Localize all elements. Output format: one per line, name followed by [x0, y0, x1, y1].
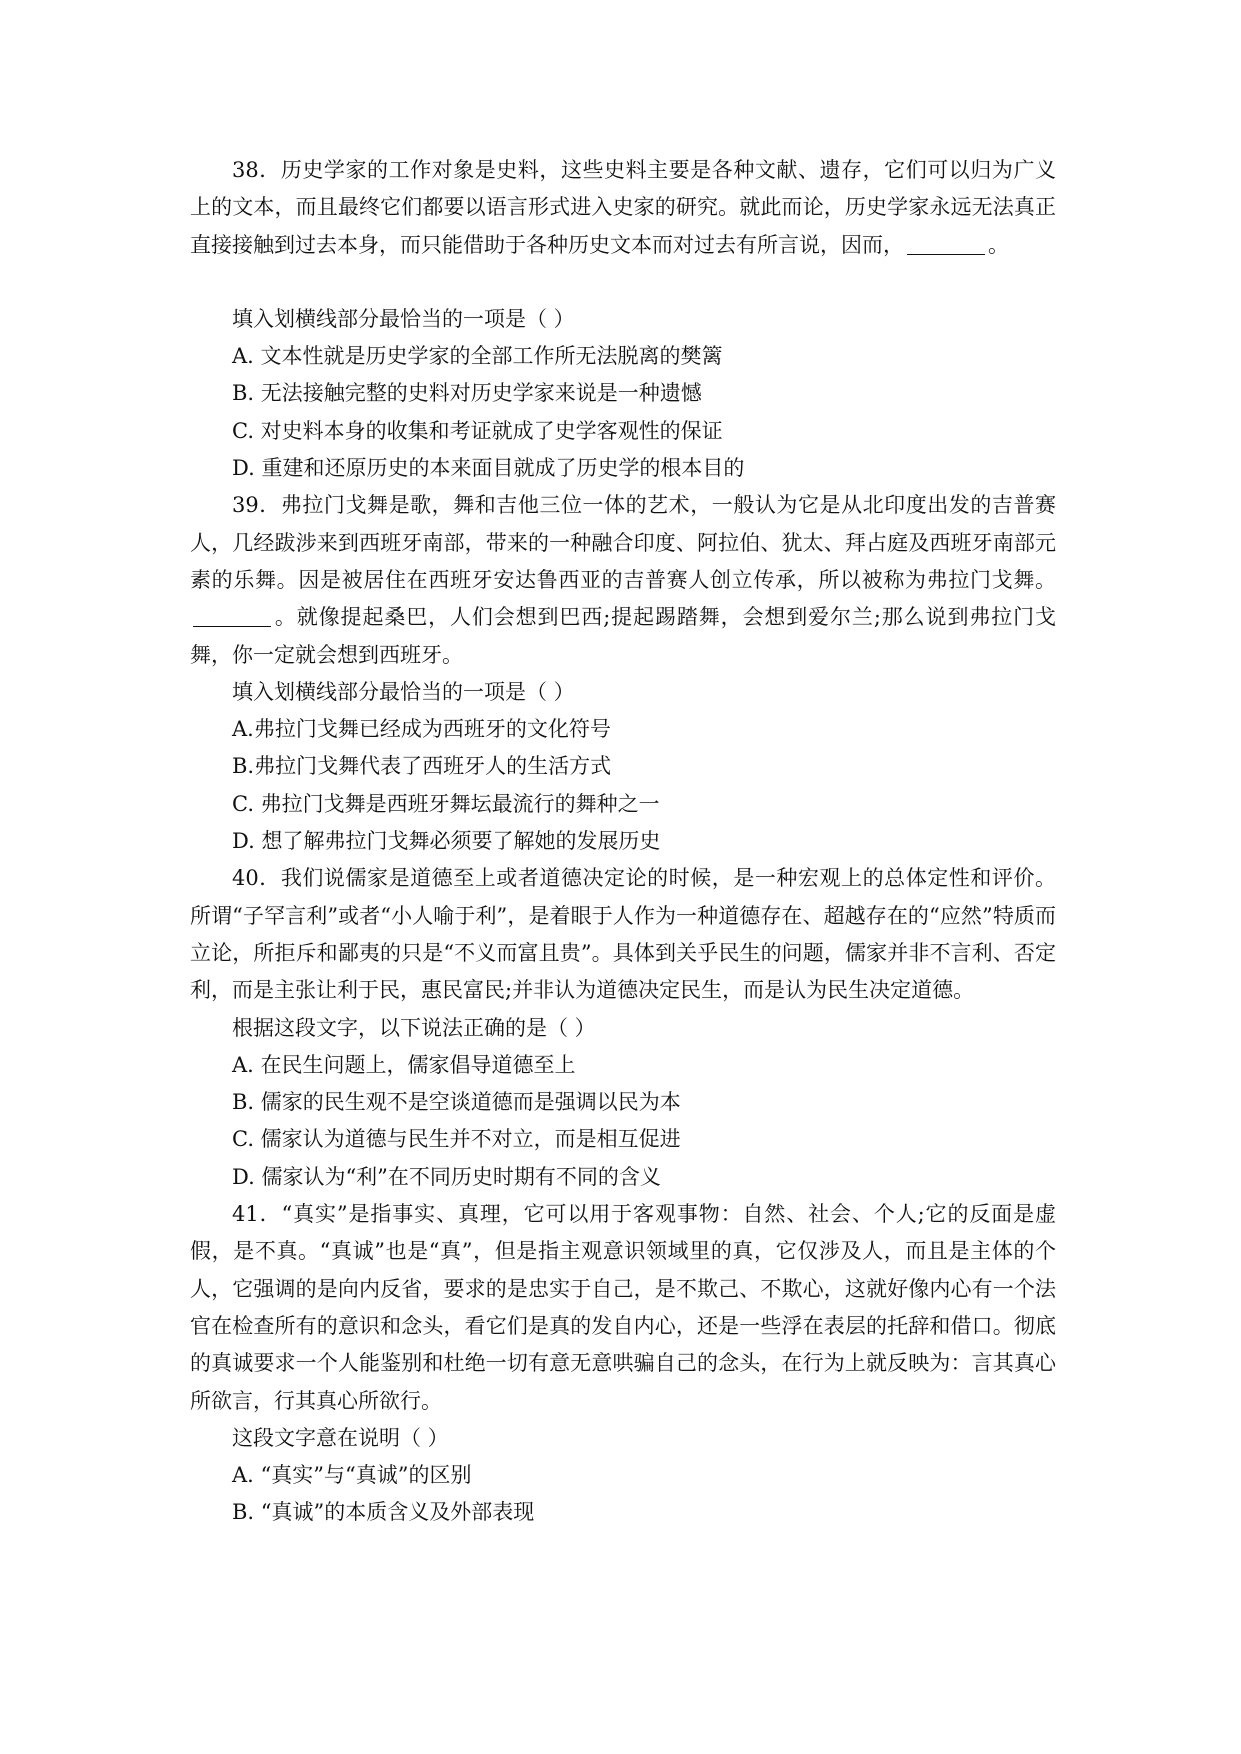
question-40-stem	[190, 860, 1056, 1009]
option-b: B. 儒家的民生观不是空谈道德而是强调以民为本	[232, 1090, 681, 1115]
stem-text: 弗拉门戈舞是歌，舞和吉他三位一体的艺术，一般认为它是从北印度出发的吉普赛人，几经跋涉来到西班牙南部，带来的一种融合印度、阿拉伯、犹太、拜占庭及西班牙南部元素的乐舞。因是被居住在西班牙安达鲁西亚的吉普赛人创立传承，所以被称为弗拉门戈舞。	[190, 493, 1056, 592]
option-c: C. 弗拉门戈舞是西班牙舞坛最流行的舞种之一	[232, 791, 660, 816]
option-a: A. “真实”与“真诚”的区别	[232, 1463, 472, 1488]
option-c: C. 对史料本身的收集和考证就成了史学客观性的保证	[232, 418, 723, 443]
question-41-prompt: 这段文字意在说明（ ）	[232, 1425, 449, 1450]
question-38-stem	[190, 152, 1056, 264]
option-d: D. 想了解弗拉门戈舞必须要了解她的发展历史	[232, 829, 661, 854]
stem-text: 历史学家的工作对象是史料，这些史料主要是各种文献、遗存，它们可以归为广义上的文本，而且最终它们都要以语言形式进入史家的研究。就此而论，历史学家永远无法真正直接接触到过去本身，而只能借助于各种历史文本而对过去有所言说，因而，	[190, 158, 1056, 257]
stem-text: “真实”是指事实、真理，它可以用于客观事物：自然、社会、个人;它的反面是虚假，是不真。“真诚”也是“真”，但是指主观意识领域里的真，它仅涉及人，而且是主体的个人，它强调的是向内反省，要求的是忠实于自己，是不欺己、不欺心，这就好像内心有一个法官在检查所有的意识和念头，看它们是真的发自内心，还是一些浮在表层的托辞和借口。彻底的真诚要求一个人能鉴别和杜绝一切有意无意哄骗自己的念头，在行为上就反映为：言其真心所欲言，行其真心所欲行。	[190, 1202, 1056, 1413]
stem-text: 我们说儒家是道德至上或者道德决定论的时候，是一种宏观上的总体定性和评价。所谓“子罕言利”或者“小人喻于利”，是着眼于人作为一种道德存在、超越存在的“应然”特质而立论，所拒斥和鄙夷的只是“不义而富且贵”。具体到关乎民生的问题，儒家并非不言利、否定利，而是主张让利于民，惠民富民;并非认为道德决定民生，而是认为民生决定道德。	[190, 866, 1056, 1003]
option-a: A.弗拉门戈舞已经成为西班牙的文化符号	[232, 717, 611, 742]
question-number: 40．	[232, 866, 281, 891]
question-number: 38．	[232, 158, 281, 182]
question-38-prompt: 填入划横线部分最恰当的一项是（ ）	[232, 306, 575, 331]
question-number: 41．	[232, 1202, 282, 1227]
option-d: D. 重建和还原历史的本来面目就成了历史学的根本目的	[232, 456, 745, 481]
option-c: C. 儒家认为道德与民生并不对立，而是相互促进	[232, 1127, 681, 1152]
option-a: A. 文本性就是历史学家的全部工作所无法脱离的樊篱	[232, 344, 723, 369]
stem-text: 。就像提起桑巴，人们会想到巴西;提起踢踏舞，会想到爱尔兰;那么说到弗拉门戈舞，你一定就会想到西班牙。	[190, 605, 1056, 667]
option-b: B. 无法接触完整的史料对历史学家来说是一种遗憾	[232, 381, 702, 406]
option-d: D. 儒家认为“利”在不同历史时期有不同的含义	[232, 1164, 661, 1189]
option-b: B.弗拉门戈舞代表了西班牙人的生活方式	[232, 754, 612, 779]
stem-text: 。	[988, 232, 1009, 257]
question-39-stem	[190, 487, 1056, 673]
option-b: B. “真诚”的本质含义及外部表现	[232, 1500, 535, 1525]
question-41-stem	[190, 1196, 1056, 1420]
answer-blank	[193, 605, 271, 627]
document-page	[190, 152, 1056, 1532]
answer-blank	[907, 233, 985, 255]
spacer	[190, 264, 1056, 301]
question-39-prompt: 填入划横线部分最恰当的一项是（ ）	[232, 679, 575, 704]
question-40-prompt: 根据这段文字，以下说法正确的是（ ）	[232, 1015, 596, 1040]
option-a: A. 在民生问题上，儒家倡导道德至上	[232, 1052, 576, 1077]
question-number: 39．	[232, 493, 281, 518]
